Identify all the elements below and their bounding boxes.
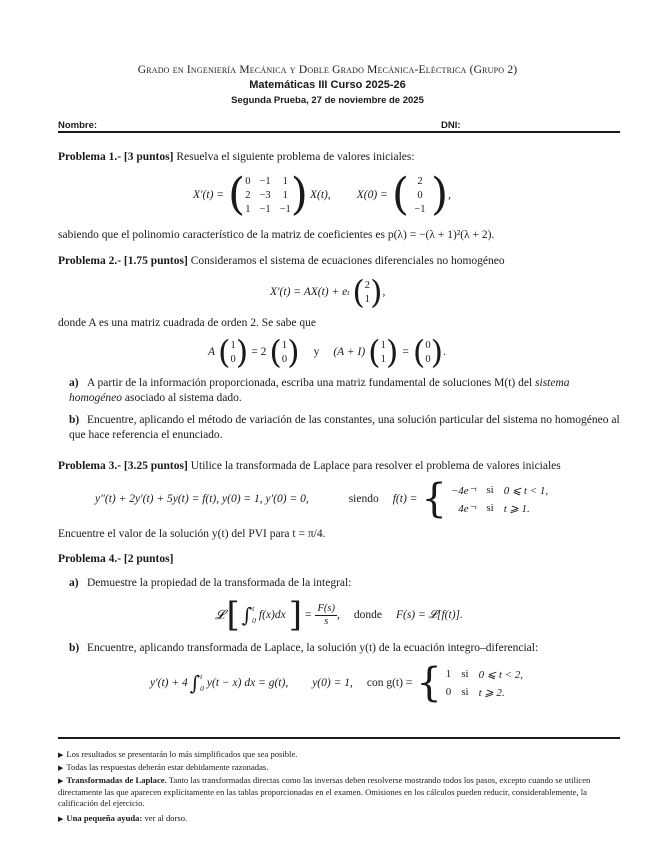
- b-ic: y(0) = 1,: [312, 677, 353, 689]
- p4-item-b-text: Encuentre, aplicando transformada de Laplace, la solución y(t) de la ecuación integro–diferencial:: [87, 642, 539, 654]
- problem-1-heading: [58, 150, 623, 165]
- forcing-entry-1: 1: [364, 293, 371, 305]
- initial-vector: ( 2 0 −1 ): [391, 169, 449, 220]
- item-a-text2: asociado al sistema dado.: [124, 392, 242, 404]
- b-con: con g(t) =: [366, 677, 413, 689]
- note-2: ▶ Todas las respuestas deberán estar debidamente razonadas.: [58, 762, 269, 772]
- donde: donde: [353, 609, 382, 621]
- problem-2-item-b: [69, 413, 621, 443]
- note-4: ▶ Una pequeña ayuda: ver al dorso.: [58, 813, 188, 823]
- p4-item-a-text: Demuestre la propiedad de la transformada de la integral:: [87, 577, 352, 589]
- ic-lhs: X(0) =: [356, 189, 388, 201]
- cond-v1-entry-0: 1: [230, 339, 236, 351]
- course-title: Matemáticas III Curso 2025-26: [249, 79, 406, 91]
- case2-cond: t ⩾ 1.: [503, 502, 530, 515]
- header-rule: [58, 131, 620, 133]
- eq-mid: X(t),: [309, 189, 331, 201]
- item-a-text: A partir de la información proporcionada, escriba una matriz fundamental de soluciones M(t) del: [87, 377, 533, 389]
- cond-vector-1: ( 1 0 ): [218, 333, 249, 371]
- cond-v2-entry-0: 1: [281, 339, 288, 351]
- g2-val: 0: [445, 685, 452, 698]
- program-title: Grado en Ingeniería Mecánica y Doble Grado Mecánica-Eléctrica (Grupo 2): [137, 64, 518, 76]
- cond-a: A: [208, 346, 216, 358]
- fraction-num: F(s): [317, 602, 335, 614]
- item-b-text: Encuentre, aplicando el método de variación de las constantes, una solución particular del sistema no homogéneo al que hace referencia el enunciado.: [69, 414, 620, 441]
- g1-cond: 0 ⩽ t < 2,: [478, 668, 524, 681]
- problem-1-equation: X′(t) = ( 0 −1 1 2 −3 1 1 −1 −1 ) X(t), X(0) = ( 2 0 −1 ) ,: [193, 169, 452, 220]
- problem-3-heading: [58, 459, 623, 474]
- note-4-bold: Una pequeña ayuda:: [66, 813, 143, 823]
- problem-3-tail: Encuentre el valor de la solución y(t) del PVI para t = π/4.: [58, 528, 326, 540]
- problem-4-item-b: [69, 641, 621, 656]
- p4-item-b-mark: b): [69, 642, 80, 654]
- problem-1-points: [3 puntos]: [123, 151, 174, 163]
- g1-val: 1: [445, 667, 452, 680]
- cond-vector-3: ( 1 1 ): [368, 333, 399, 371]
- matrix-entry-8: −1: [279, 203, 291, 215]
- eq-exponent: t: [347, 287, 350, 297]
- problem-4-points: [2 puntos]: [123, 553, 174, 565]
- cond-vector-4: ( 0 0 ): [412, 333, 444, 371]
- case2-expr: 4e⁻ᵗ: [458, 502, 477, 515]
- laplace-symbol: 𝓛: [215, 607, 225, 622]
- problem-3-equation: y″(t) + 2y′(t) + 5y(t) = f(t), y(0) = 1, y′(0) = 0, siendo f(t) = { −4e⁻ᵗ si 0 ⩽ t < 1, 4e⁻ᵗ si t ⩾ 1.: [95, 476, 549, 522]
- item-a-mark: a): [69, 377, 79, 389]
- g-cases: [446, 668, 523, 699]
- b-eq-integral: y(t − x) dx = g(t),: [206, 677, 289, 689]
- forcing-entry-0: 2: [364, 279, 371, 291]
- eq-lhs: X′(t) =: [193, 189, 225, 201]
- problem-4-item-a: [69, 576, 621, 591]
- exam-subtitle: Segunda Prueba, 27 de noviembre de 2025: [231, 95, 424, 106]
- integro-differential-equation: y′(t) + 4 ∫ t 0 y(t − x) dx = g(t), y(0) = 1, con g(t) = { 1 si 0 ⩽ t < 2, 0 si t ⩾ 2.: [150, 660, 524, 706]
- eq-text: X′(t) = AX(t) + e: [270, 286, 348, 298]
- cond-b: (A + I): [333, 346, 366, 358]
- cond-v1-entry-1: 0: [230, 353, 236, 365]
- problem-2-conditions: A ( 1 0 ) = 2 ( 1 0 ) y (A + I) ( 1 1 ) = ( 0 0 ) .: [208, 333, 446, 371]
- matrix-entry-6: 1: [245, 203, 251, 215]
- siendo: siendo: [348, 493, 379, 505]
- note-1-text: Los resultados se presentarán lo más simplificados que sea posible.: [66, 749, 298, 759]
- dni-label: DNI:: [441, 120, 461, 131]
- cond-eq2: =: [402, 346, 409, 358]
- problem-3-statement: Utilice la transformada de Laplace para resolver el problema de valores iniciales: [190, 460, 561, 472]
- problem-2-title: Problema 2.-: [58, 255, 122, 267]
- matrix-entry-5: 1: [282, 189, 288, 201]
- cond-v4-entry-0: 0: [425, 339, 431, 351]
- coefficient-matrix: ( 0 −1 1 2 −3 1 1 −1 −1 ): [228, 169, 308, 220]
- problem-2-line2: donde A es una matriz cuadrada de orden 2. Se sabe que: [58, 317, 317, 329]
- p4-item-a-mark: a): [69, 577, 79, 589]
- item-b-mark: b): [69, 414, 80, 426]
- problem-1-title: Problema 1.-: [58, 151, 122, 163]
- problem-2-statement: Consideramos el sistema de ecuaciones diferenciales no homogéneo: [190, 255, 505, 267]
- problem-4-title: Problema 4.-: [58, 553, 122, 565]
- case1-si: si: [486, 483, 494, 496]
- matrix-entry-2: 1: [282, 175, 288, 187]
- fraction-den: s: [324, 615, 329, 627]
- integral-property-equation: 𝓛 [ ∫ t 0 f(x)dx ] = $\frac{F(s)}{s}$ , donde F(s) = 𝓛[f(t)].: [215, 595, 463, 635]
- problem-2-points: [1.75 puntos]: [123, 255, 188, 267]
- matrix-entry-3: 2: [245, 189, 251, 201]
- cond-v3-entry-1: 1: [380, 353, 386, 365]
- case2-si: si: [486, 501, 494, 514]
- problem-1-statement: Resuelva el siguiente problema de valores iniciales:: [176, 151, 415, 163]
- fraction: [315, 603, 337, 628]
- problem-2-heading: [58, 254, 623, 269]
- g1-si: si: [461, 667, 469, 680]
- footer-rule: [58, 737, 620, 739]
- ode: y″(t) + 2y′(t) + 5y(t) = f(t), y(0) = 1, y′(0) = 0,: [95, 493, 309, 505]
- ic-entry-1: 0: [417, 189, 423, 201]
- note-3-text: Tanto las transformadas directas como las inversas deben resolverse mostrando todos los pasos, excepto cuando se utilicen directamente las que aparecen explícitamente en las tablas proporcionadas en el examen. Omisiones en los cálculos pueden reducir, considerablemente, la calificación del ejercicio.: [58, 775, 591, 808]
- cond-v3-entry-0: 1: [380, 339, 386, 351]
- matrix-entry-7: −1: [259, 203, 271, 215]
- note-3: ▶ Transformadas de Laplace. Tanto las transformadas directas como las inversas deben resolverse mostrando todos los pasos, excepto cuando se utilicen directamente las que aparecen explícitamente en las tablas proporcionadas en el examen. Omisiones en los cálculos pueden reducir, considerablemente, la calificación del ejercicio.: [58, 775, 591, 808]
- ic-entry-2: −1: [414, 203, 426, 215]
- problem-3-title: Problema 3.-: [58, 460, 122, 472]
- problem-4-heading: [58, 552, 173, 567]
- matrix-entry-1: −1: [259, 175, 271, 187]
- note-1: ▶ Los resultados se presentarán lo más simplificados que sea posible.: [58, 749, 298, 759]
- b-eq-lhs: y′(t) + 4: [150, 677, 188, 689]
- note-2-text: Todas las respuestas deberán estar debidamente razonadas.: [66, 762, 269, 772]
- cond-v4-entry-1: 0: [425, 353, 431, 365]
- g2-cond: t ⩾ 2.: [478, 686, 505, 699]
- name-label: Nombre:: [58, 120, 98, 131]
- note-3-bold: Transformadas de Laplace.: [66, 775, 167, 785]
- problem-2-item-a: [69, 376, 621, 406]
- matrix-entry-4: −3: [259, 189, 271, 201]
- forcing-vector: ( 2 1 ): [352, 273, 383, 311]
- ic-entry-0: 2: [417, 175, 423, 187]
- problem-2-equation: X′(t) = AX(t) + e t ( 2 1 ) ,: [270, 273, 386, 311]
- problem-1-tail: sabiendo que el polinomio característico de la matriz de coeficientes es p(λ) = −(λ + 1)²(λ + 2).: [58, 229, 495, 241]
- f-definition: F(s) = 𝓛[f(t)].: [395, 608, 463, 621]
- f-cases: [451, 484, 548, 515]
- cond-v2-entry-1: 0: [281, 353, 288, 365]
- problem-3-points: [3.25 puntos]: [123, 460, 188, 472]
- matrix-entry-0: 0: [245, 175, 251, 187]
- f-lhs: f(t) =: [392, 493, 418, 505]
- case1-cond: 0 ⩽ t < 1,: [503, 484, 549, 497]
- cond-vector-2: ( 1 0 ): [269, 333, 300, 371]
- note-4-text: ver al dorso.: [144, 813, 188, 823]
- g2-si: si: [461, 685, 469, 698]
- cond-eq1: = 2: [251, 346, 267, 358]
- item-a-emph: sistema homogéneo: [69, 377, 570, 404]
- case1-expr: −4e⁻ᵗ: [450, 484, 477, 497]
- cond-y: y: [313, 346, 320, 358]
- integrand: f(x)dx: [258, 609, 286, 621]
